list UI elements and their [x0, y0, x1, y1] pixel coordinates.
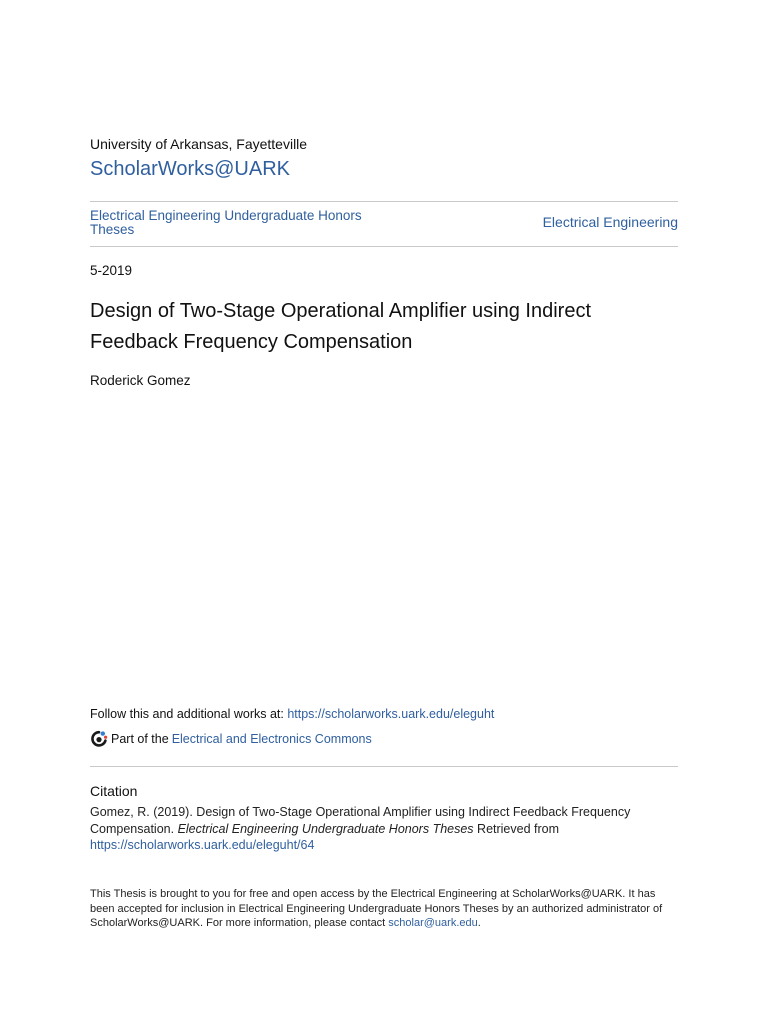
follow-url-link[interactable]: https://scholarworks.uark.edu/eleguht: [287, 707, 495, 721]
citation-retrieved: Retrieved from: [473, 821, 560, 836]
contact-email-link[interactable]: scholar@uark.edu: [388, 917, 478, 929]
citation-heading: Citation: [90, 783, 138, 799]
follow-line: [90, 707, 494, 721]
access-statement-end: .: [477, 917, 481, 929]
citation-text: [90, 804, 680, 854]
series-link[interactable]: Electrical Engineering Undergraduate Honors Theses: [90, 208, 362, 237]
divider-middle: [90, 246, 678, 247]
access-statement: [90, 887, 680, 931]
author-name: Roderick Gomez: [90, 373, 191, 388]
institution-name: University of Arkansas, Fayetteville: [90, 136, 308, 152]
access-statement-body: This Thesis is brought to you for free and open access by the Electrical Engineering at ScholarWorks@UARK. It has been accepted for inclusion in Electrical Engineering Undergraduate Honors Theses by an authorized administrator of ScholarWorks@UARK. For more information, please contact: [90, 888, 663, 929]
repository-link[interactable]: ScholarWorks@UARK: [90, 158, 290, 180]
thesis-title: Design of Two-Stage Operational Amplifier using Indirect Feedback Frequency Compensation: [90, 300, 592, 353]
part-of-line: [90, 730, 372, 748]
commons-link[interactable]: Electrical and Electronics Commons: [171, 732, 372, 746]
divider-citation: [90, 766, 678, 767]
divider-top: [90, 201, 678, 202]
publication-date: 5-2019: [90, 263, 133, 278]
citation-series: Electrical Engineering Undergraduate Honors Theses: [177, 821, 474, 836]
part-of-prefix: Part of the: [111, 732, 169, 746]
network-commons-icon: [90, 730, 108, 748]
citation-body: Gomez, R. (2019). Design of Two-Stage Operational Amplifier using Indirect Feedback Frequency Compensation.: [90, 805, 631, 836]
citation-url-link[interactable]: https://scholarworks.uark.edu/eleguht/64: [90, 838, 315, 852]
follow-prefix: Follow this and additional works at:: [90, 707, 288, 721]
department-link[interactable]: Electrical Engineering: [542, 214, 678, 230]
